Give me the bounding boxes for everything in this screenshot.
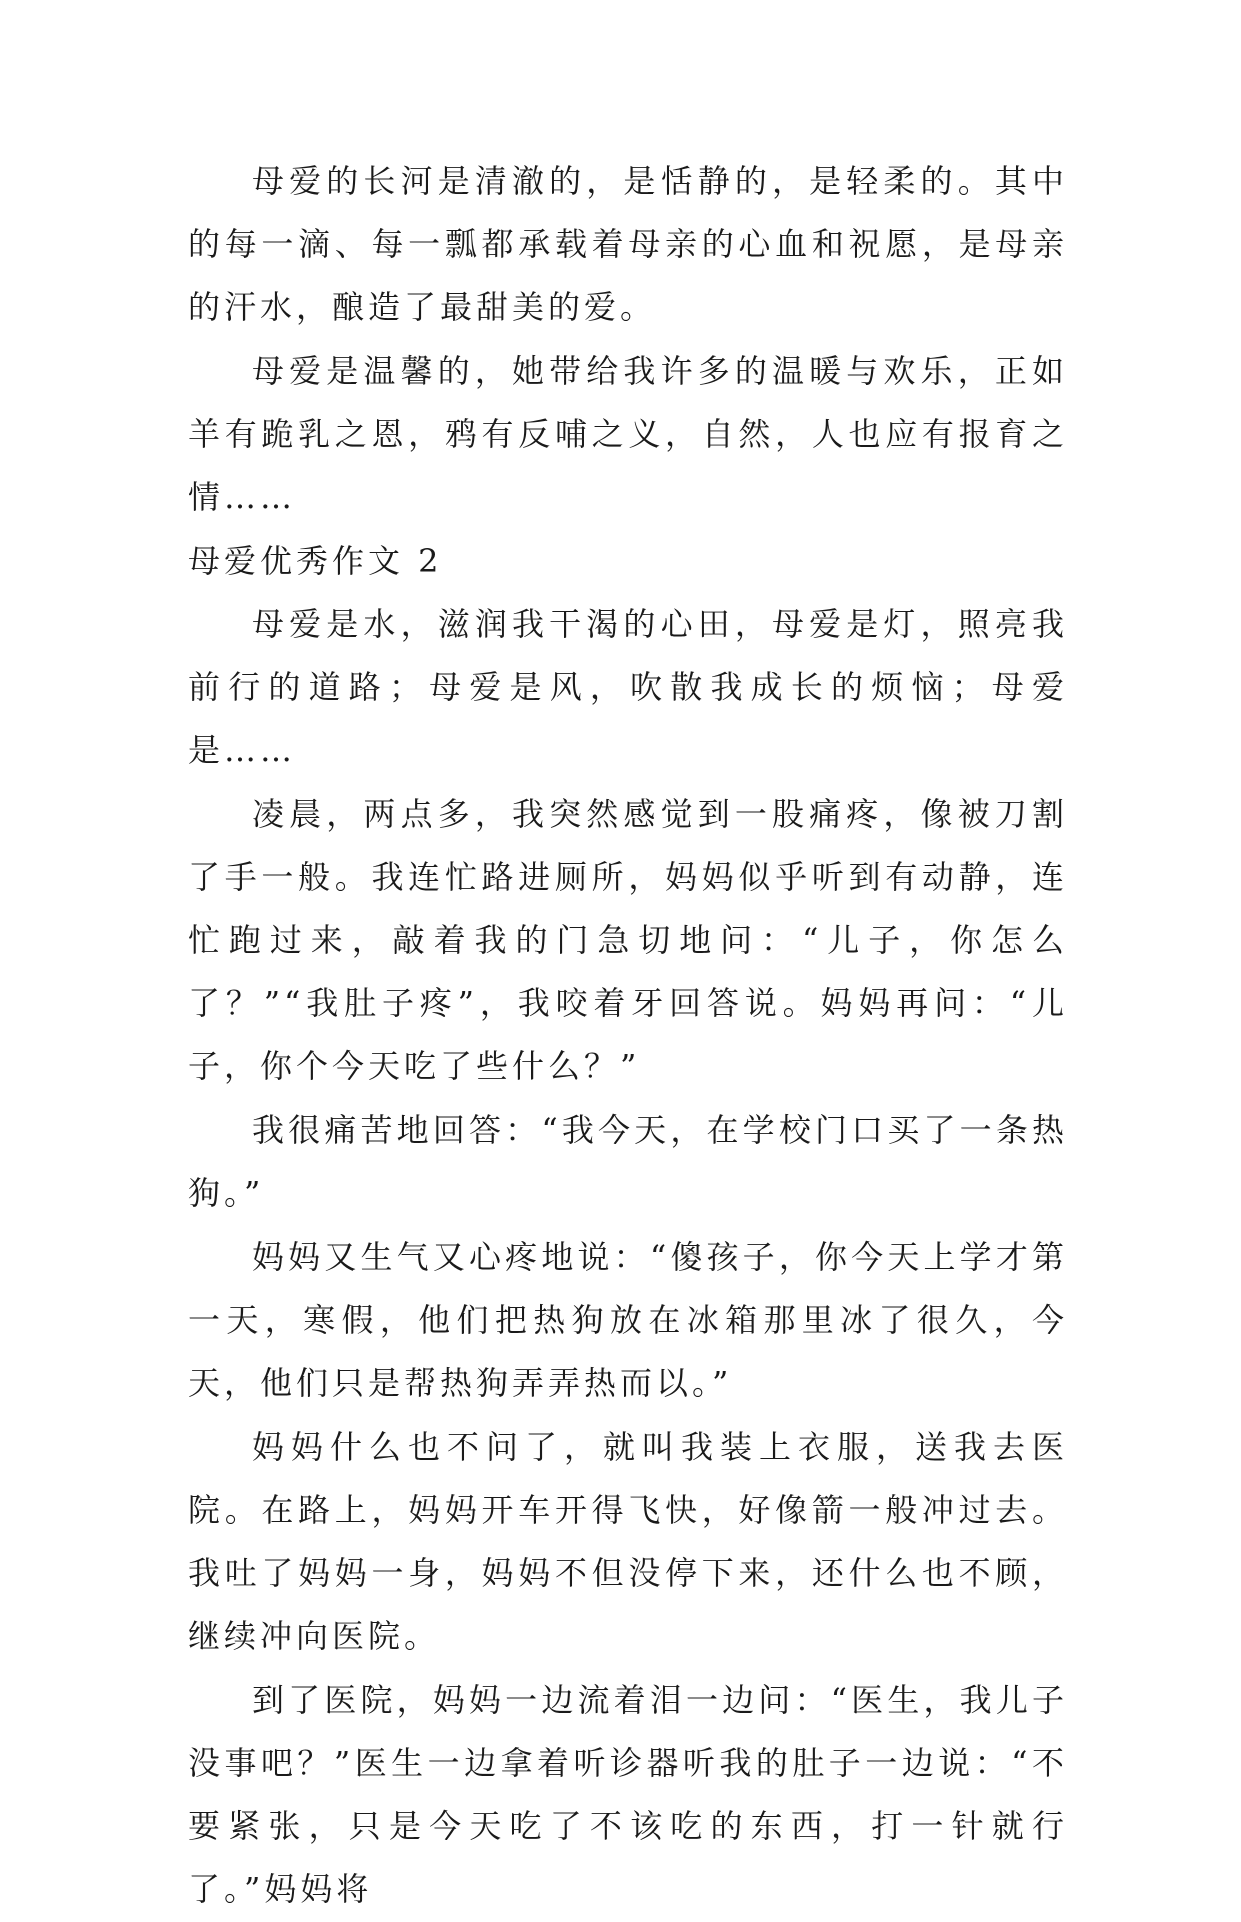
paragraph: 母爱的长河是清澈的，是恬静的，是轻柔的。其中的每一滴、每一瓢都承载着母亲的心血和祝愿，是母亲的汗水，酿造了最甜美的爱。: [188, 162, 1068, 326]
paragraph: 母爱是温馨的，她带给我许多的温暖与欢乐，正如羊有跪乳之恩，鸦有反哺之义，自然，人也应有报育之情……: [188, 352, 1068, 516]
paragraph: 到了医院，妈妈一边流着泪一边问：“医生，我儿子没事吧？”医生一边拿着听诊器听我的肚子一边说：“不要紧张，只是今天吃了不该吃的东西，打一针就行了。”妈妈将: [188, 1681, 1068, 1908]
section-heading: 母爱优秀作文 2: [188, 542, 443, 580]
paragraph: 妈妈什么也不问了，就叫我装上衣服，送我去医院。在路上，妈妈开车开得飞快，好像箭一般冲过去。我吐了妈妈一身，妈妈不但没停下来，还什么也不顾，继续冲向医院。: [188, 1428, 1068, 1655]
paragraph: 凌晨，两点多，我突然感觉到一股痛疼，像被刀割了手一般。我连忙路进厕所，妈妈似乎听到有动静，连忙跑过来，敲着我的门急切地问：“儿子，你怎么了？”“我肚子疼”，我咬着牙回答说。妈妈再问：“儿子，你个今天吃了些什么？”: [188, 795, 1068, 1085]
paragraph: 母爱是水，滋润我干渴的心田，母爱是灯，照亮我前行的道路；母爱是风，吹散我成长的烦恼；母爱是……: [188, 605, 1068, 769]
paragraph: 我很痛苦地回答：“我今天，在学校门口买了一条热狗。”: [188, 1111, 1068, 1212]
document-body: [188, 150, 1068, 1922]
paragraph: 妈妈又生气又心疼地说：“傻孩子，你今天上学才第一天，寒假，他们把热狗放在冰箱那里冰了很久，今天，他们只是帮热狗弄弄热而以。”: [188, 1238, 1068, 1402]
